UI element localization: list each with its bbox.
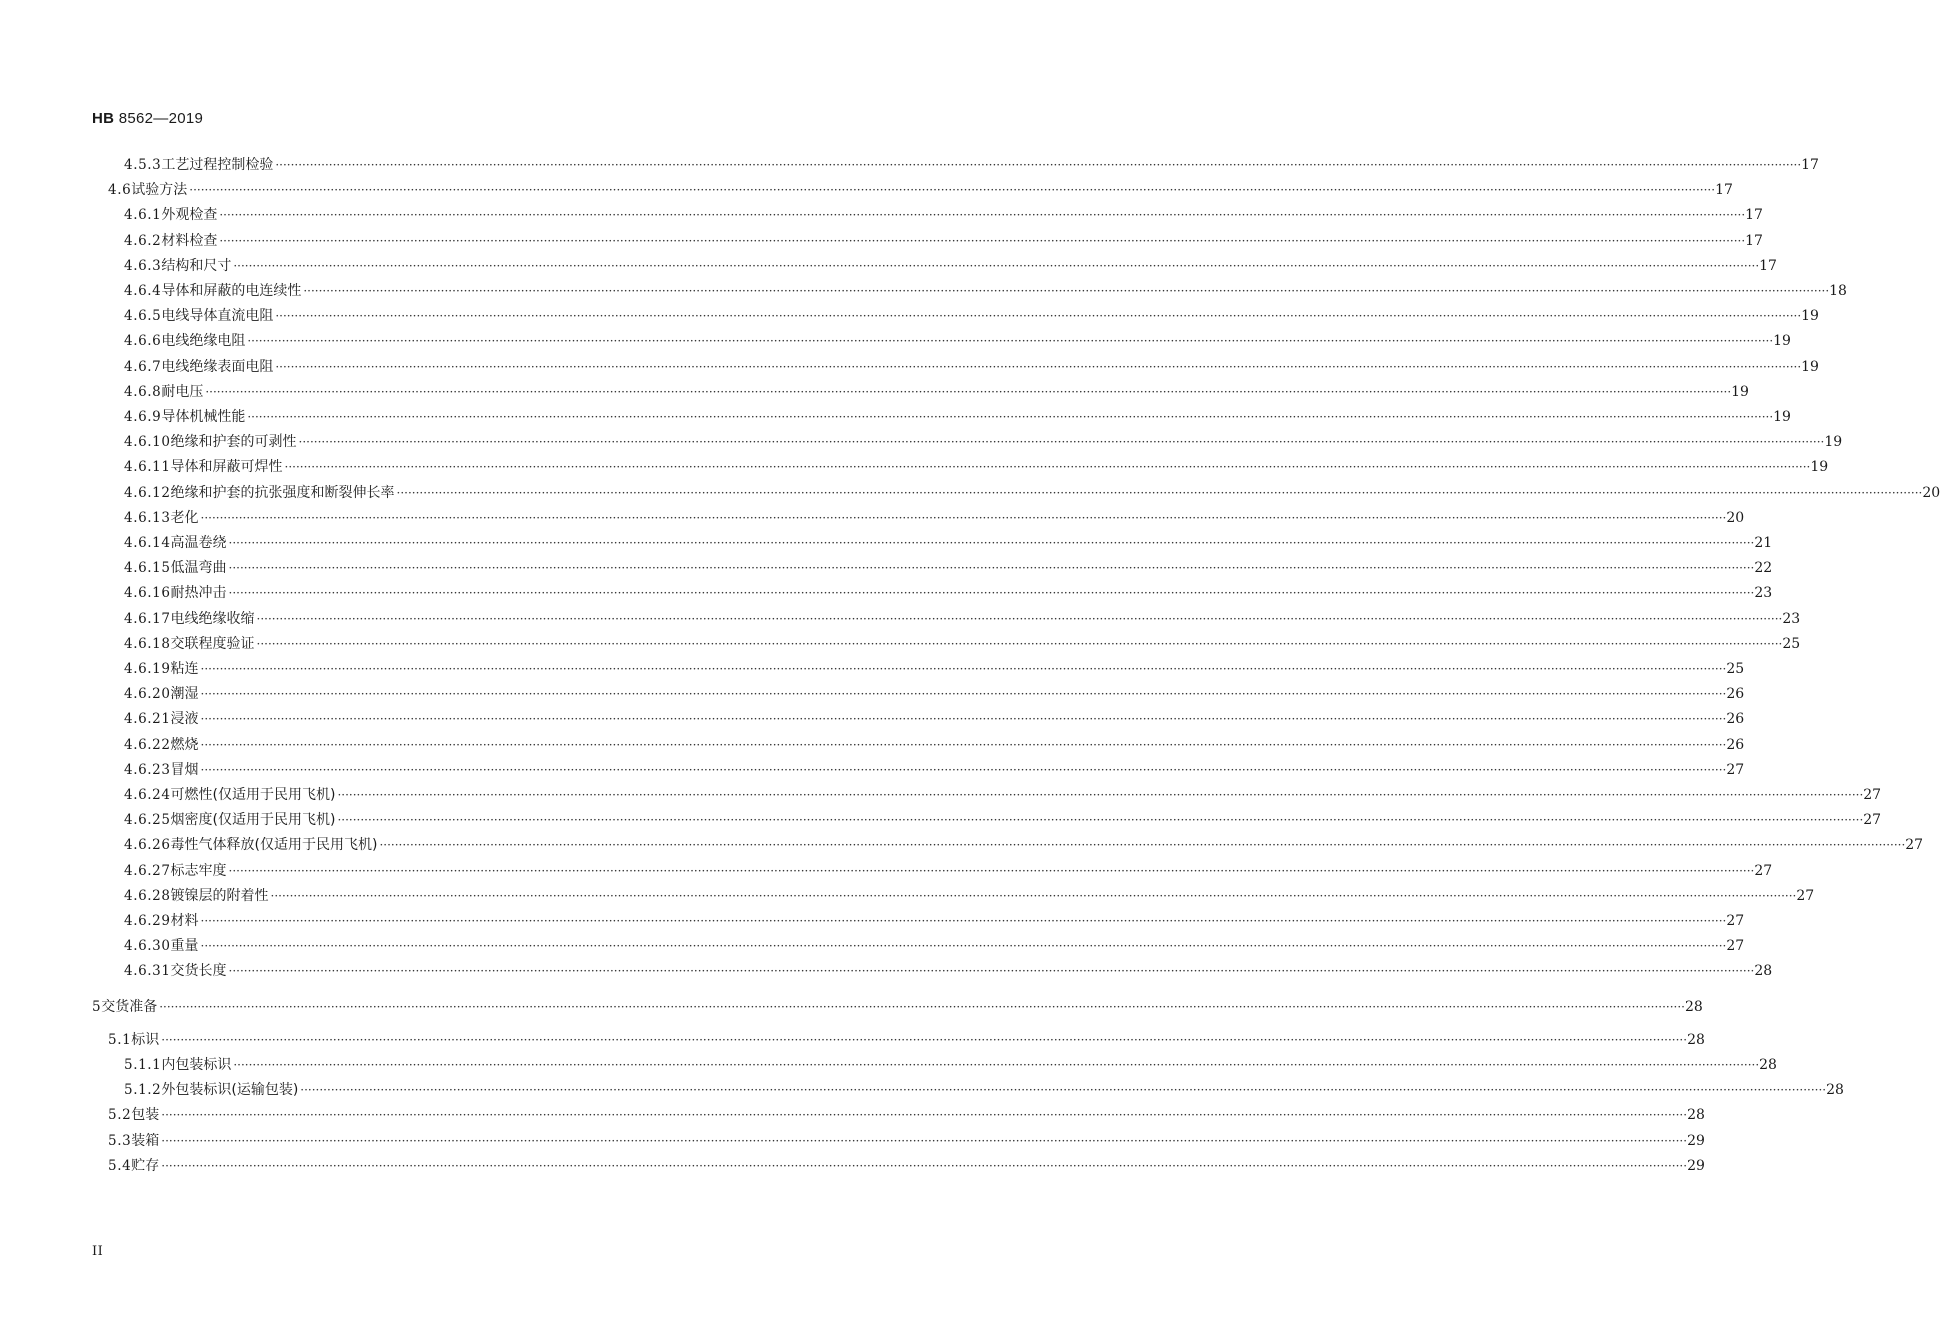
toc-entry-page: 17	[1801, 157, 1819, 173]
toc-entry-page: 19	[1773, 409, 1791, 425]
toc-dot-leader: ················································································································································································································································································································································································································	[228, 561, 1755, 576]
toc-entry[interactable]	[0, 406, 1791, 428]
toc-entry[interactable]	[0, 305, 1819, 327]
toc-entry[interactable]	[0, 532, 1773, 554]
toc-entry-page: 23	[1754, 585, 1773, 602]
toc-entry-title: 浸液	[170, 711, 199, 728]
toc-dot-leader: ················································································································································································································································································································································································································	[270, 888, 1797, 903]
toc-entry-page: 28	[1687, 1031, 1705, 1048]
toc-entry-number: 4.6.19	[124, 661, 171, 677]
toc-dot-leader: ················································································································································································································································································································································································································	[200, 737, 1727, 752]
toc-entry-page: 19	[1810, 459, 1829, 476]
toc-entry-page: 26	[1726, 736, 1745, 753]
page-number: II	[92, 1244, 104, 1259]
toc-entry-title: 镀镍层的附着性	[170, 887, 269, 904]
toc-entry-title: 交货长度	[170, 963, 227, 980]
toc-entry[interactable]	[0, 860, 1773, 882]
toc-dot-leader: ················································································································································································································································································································································································································	[228, 964, 1755, 979]
toc-dot-leader: ················································································································································································································································································································································································································	[228, 863, 1755, 878]
toc-entry-number: 5.4	[108, 1157, 132, 1174]
toc-entry[interactable]	[0, 482, 1940, 504]
toc-entry-title: 毒性气体释放(仅适用于民用飞机)	[170, 837, 378, 854]
toc-entry[interactable]	[0, 1104, 1705, 1126]
toc-entry-page: 28	[1684, 998, 1703, 1015]
toc-entry-page: 29	[1687, 1157, 1705, 1174]
toc-dot-leader: ················································································································································································································································································································································································································	[228, 536, 1755, 550]
toc-entry-page: 26	[1726, 711, 1745, 728]
toc-dot-leader: ················································································································································································································································································································································································································	[298, 435, 1825, 450]
toc-entry[interactable]	[0, 885, 1815, 907]
toc-entry-number: 4.6.8	[124, 383, 162, 400]
toc-entry[interactable]	[0, 608, 1801, 630]
toc-entry[interactable]	[0, 431, 1843, 453]
toc-entry-title: 包装	[131, 1107, 160, 1124]
toc-entry-title: 可燃性(仅适用于民用飞机)	[170, 787, 336, 803]
toc-entry[interactable]	[0, 683, 1745, 705]
toc-entry-page: 20	[1922, 484, 1940, 501]
toc-entry-page: 17	[1745, 207, 1763, 224]
toc-entry-number: 4.6.28	[124, 887, 171, 904]
toc-dot-leader: ················································································································································································································································································································································································································	[275, 158, 1802, 172]
toc-dot-leader: ················································································································································································································································································································································································································	[159, 999, 1685, 1014]
toc-dot-leader: ················································································································································································································································································································································································································	[200, 510, 1727, 525]
toc-entry[interactable]	[0, 255, 1777, 277]
toc-dot-leader: ················································································································································································································································································································································································································	[337, 813, 1864, 828]
toc-entry-number: 5.2	[108, 1107, 132, 1124]
toc-dot-leader: ················································································································································································································································································································································································································	[337, 788, 1864, 802]
toc-entry-title: 耐电压	[161, 383, 204, 400]
toc-entry-title: 燃烧	[170, 736, 199, 753]
toc-entry-page: 27	[1863, 812, 1882, 829]
toc-entry-page: 28	[1826, 1082, 1844, 1099]
toc-entry-number: 4.6.15	[124, 560, 171, 577]
toc-dot-leader: ················································································································································································································································································································································································································	[219, 208, 1746, 223]
toc-entry[interactable]	[0, 1130, 1705, 1152]
toc-entry-number: 4.6.7	[124, 358, 162, 375]
toc-entry[interactable]	[0, 784, 1882, 806]
toc-entry-number: 4.6.21	[124, 711, 171, 728]
toc-entry[interactable]	[0, 204, 1763, 226]
toc-entry-number: 4.6.20	[124, 686, 171, 703]
toc-dot-leader: ················································································································································································································································································································································································································	[219, 233, 1746, 248]
toc-entry[interactable]	[0, 809, 1882, 831]
toc-dot-leader: ················································································································································································································································································································································································································	[205, 384, 1732, 399]
toc-entry[interactable]	[0, 1054, 1777, 1076]
toc-entry-title: 装箱	[131, 1132, 160, 1149]
toc-entry-title: 导体和屏蔽的电连续性	[161, 283, 302, 299]
toc-entry-title: 重量	[170, 938, 199, 955]
toc-dot-leader: ················································································································································································································································································································································································································	[161, 1133, 1688, 1148]
toc-entry-number: 4.6.22	[124, 736, 171, 753]
toc-entry[interactable]	[0, 154, 1819, 176]
toc-entry-title: 电线绝缘电阻	[161, 333, 246, 350]
toc-entry[interactable]	[0, 381, 1749, 403]
toc-entry[interactable]	[0, 1155, 1705, 1177]
toc-entry-number: 4.6.4	[124, 283, 162, 299]
toc-dot-leader: ················································································································································································································································································································································································································	[379, 838, 1906, 853]
toc-entry-page: 25	[1782, 635, 1801, 652]
toc-entry-title: 绝缘和护套的抗张强度和断裂伸长率	[170, 484, 395, 501]
toc-entry-number: 4.6.13	[124, 509, 171, 526]
toc-dot-leader: ················································································································································································································································································································································································································	[300, 1083, 1827, 1098]
toc-entry[interactable]	[0, 1079, 1844, 1101]
toc-entry-number: 4.6.26	[124, 837, 171, 854]
toc-entry-page: 26	[1726, 686, 1745, 703]
toc-entry[interactable]	[0, 507, 1745, 529]
toc-entry-page: 22	[1754, 560, 1773, 577]
toc-entry-number: 4.6.25	[124, 812, 171, 829]
toc-entry-title: 冒烟	[170, 761, 199, 778]
toc-entry-title: 内包装标识	[161, 1057, 232, 1073]
toc-dot-leader: ················································································································································································································································································································································································································	[200, 712, 1727, 727]
toc-entry-page: 27	[1796, 887, 1815, 904]
toc-entry-number: 5.1.2	[124, 1082, 162, 1099]
toc-entry[interactable]	[0, 280, 1847, 302]
toc-entry-number: 4.6.29	[124, 913, 171, 929]
toc-entry[interactable]	[0, 456, 1829, 478]
toc-entry-number: 4.6.9	[124, 409, 162, 425]
toc-entry-number: 4.6.6	[124, 333, 162, 350]
toc-entry[interactable]	[0, 734, 1745, 756]
toc-entry-page: 21	[1754, 535, 1773, 551]
toc-entry-page: 28	[1687, 1107, 1705, 1124]
toc-entry[interactable]	[0, 356, 1819, 378]
toc-entry-page: 29	[1687, 1132, 1705, 1149]
toc-entry-page: 27	[1726, 913, 1745, 929]
toc-entry-title: 烟密度(仅适用于民用飞机)	[170, 812, 336, 829]
toc-entry-title: 工艺过程控制检验	[161, 157, 274, 173]
toc-entry-page: 28	[1754, 963, 1773, 980]
toc-entry-title: 高温卷绕	[170, 535, 227, 551]
toc-entry[interactable]	[0, 557, 1773, 579]
toc-entry[interactable]	[0, 633, 1801, 655]
toc-entry-number: 4.6.5	[124, 308, 162, 325]
toc-entry[interactable]	[0, 230, 1763, 252]
toc-entry-number: 4.6.31	[124, 963, 171, 980]
toc-entry-title: 耐热冲击	[170, 585, 227, 602]
toc-dot-leader: ················································································································································································································································································································································································································	[233, 258, 1760, 273]
toc-entry[interactable]	[0, 708, 1745, 730]
toc-dot-leader: ················································································································································································································································································································································································································	[200, 687, 1727, 702]
toc-dot-leader: ················································································································································································································································································································································································································	[256, 611, 1783, 626]
toc-entry[interactable]	[0, 996, 1703, 1018]
toc-entry[interactable]	[0, 960, 1773, 982]
toc-entry-title: 交货准备	[101, 998, 158, 1015]
toc-entry[interactable]	[0, 759, 1745, 781]
toc-dot-leader: ················································································································································································································································································································································································································	[200, 762, 1727, 777]
toc-entry-page: 27	[1754, 862, 1773, 879]
toc-entry-title: 贮存	[131, 1157, 160, 1174]
toc-entry-title: 导体和屏蔽可焊性	[170, 459, 283, 476]
toc-entry-title: 老化	[170, 509, 199, 526]
toc-dot-leader: ················································································································································································································································································································································································································	[200, 662, 1727, 676]
toc-entry-title: 导体机械性能	[161, 409, 246, 425]
toc-entry-title: 电线绝缘表面电阻	[161, 358, 274, 375]
toc-entry-page: 27	[1905, 837, 1924, 854]
toc-entry-number: 4.6.18	[124, 635, 171, 652]
toc-entry-page: 19	[1824, 434, 1843, 451]
toc-entry-page: 28	[1759, 1057, 1777, 1073]
toc-entry[interactable]	[0, 582, 1773, 604]
toc-entry-number: 4.6.24	[124, 787, 171, 803]
toc-entry-page: 27	[1726, 761, 1745, 778]
toc-entry-page: 17	[1745, 232, 1763, 249]
toc-entry-title: 潮湿	[170, 686, 199, 703]
toc-entry-page: 20	[1726, 509, 1745, 526]
toc-entry-number: 5.3	[108, 1132, 132, 1149]
toc-entry-number: 4.6.17	[124, 610, 171, 627]
toc-entry-title: 标志牢度	[170, 862, 227, 879]
toc-entry[interactable]	[0, 935, 1745, 957]
toc-entry-number: 4.6	[108, 182, 132, 199]
toc-dot-leader: ················································································································································································································································································································································································································	[200, 939, 1727, 954]
toc-dot-leader: ················································································································································································································································································································································································································	[161, 1108, 1688, 1123]
toc-entry-number: 5	[92, 998, 102, 1015]
toc-entry-number: 4.6.27	[124, 862, 171, 879]
toc-entry-title: 标识	[131, 1031, 160, 1048]
toc-entry-page: 17	[1759, 257, 1777, 274]
toc-dot-leader: ················································································································································································································································································································································································································	[233, 1058, 1760, 1072]
toc-entry-number: 4.6.14	[124, 535, 171, 551]
toc-entry-number: 5.1.1	[124, 1057, 162, 1073]
toc-entry-title: 电线绝缘收缩	[170, 610, 255, 627]
toc-entry-number: 4.6.11	[124, 459, 171, 476]
toc-dot-leader: ················································································································································································································································································································································································································	[284, 460, 1811, 475]
toc-dot-leader: ················································································································································································································································································································································································································	[161, 1158, 1688, 1173]
toc-entry-page: 18	[1829, 283, 1847, 299]
toc-entry-title: 材料	[170, 913, 199, 929]
toc-entry-number: 4.6.23	[124, 761, 171, 778]
toc-entry-title: 外包装标识(运输包装)	[161, 1082, 299, 1099]
toc-entry-number: 4.5.3	[124, 157, 162, 173]
toc-entry-title: 低温弯曲	[170, 560, 227, 577]
toc-dot-leader: ················································································································································································································································································································································································································	[396, 485, 1923, 500]
toc-entry-number: 4.6.10	[124, 434, 171, 451]
toc-entry-page: 19	[1731, 383, 1749, 400]
toc-entry-title: 粘连	[170, 661, 199, 677]
toc-entry-number: 4.6.30	[124, 938, 171, 955]
toc-entry-title: 绝缘和护套的可剥性	[170, 434, 297, 451]
toc-entry-number: 4.6.3	[124, 257, 162, 274]
toc-entry-number: 4.6.1	[124, 207, 162, 224]
toc-entry-number: 5.1	[108, 1031, 132, 1048]
toc-entry-number: 4.6.16	[124, 585, 171, 602]
toc-entry-number: 4.6.12	[124, 484, 171, 501]
toc-entry-page: 19	[1773, 333, 1791, 350]
toc-entry-page: 17	[1715, 182, 1733, 199]
toc-entry-page: 27	[1726, 938, 1745, 955]
toc-entry[interactable]	[0, 179, 1733, 201]
toc-entry[interactable]	[0, 658, 1745, 680]
toc-entry-title: 试验方法	[131, 182, 188, 199]
toc-entry[interactable]	[0, 834, 1924, 856]
standard-prefix: HB	[92, 110, 115, 127]
toc-dot-leader: ················································································································································································································································································································································································································	[247, 334, 1774, 349]
toc-entry[interactable]	[0, 910, 1745, 932]
standard-code: 8562—2019	[114, 110, 204, 127]
toc-entry-title: 材料检查	[161, 232, 218, 249]
toc-dot-leader: ················································································································································································································································································································································································································	[247, 410, 1774, 424]
toc-entry-page: 23	[1782, 610, 1801, 627]
toc-entry-title: 结构和尺寸	[161, 257, 232, 274]
toc-entry[interactable]	[0, 1029, 1705, 1051]
toc-dot-leader: ················································································································································································································································································································································································································	[228, 586, 1755, 601]
toc-entry-page: 25	[1726, 661, 1745, 677]
toc-dot-leader: ················································································································································································································································································································································································································	[200, 914, 1727, 928]
toc-entry-number: 4.6.2	[124, 232, 162, 249]
toc-dot-leader: ················································································································································································································································································································································································································	[256, 636, 1783, 651]
toc-entry-page: 19	[1801, 358, 1819, 375]
toc-entry-title: 电线导体直流电阻	[161, 308, 274, 325]
toc-dot-leader: ················································································································································································································································································································································································································	[189, 183, 1716, 198]
toc-entry-title: 交联程度验证	[170, 635, 255, 652]
toc-entry-page: 19	[1801, 308, 1819, 325]
toc-entry[interactable]	[0, 330, 1791, 352]
toc-dot-leader: ················································································································································································································································································································································································································	[303, 284, 1830, 298]
toc-entry-page: 27	[1863, 787, 1882, 803]
toc-dot-leader: ················································································································································································································································································································································································································	[275, 359, 1802, 374]
toc-entry-title: 外观检查	[161, 207, 218, 224]
toc-dot-leader: ················································································································································································································································································································································································································	[275, 309, 1802, 324]
toc-dot-leader: ················································································································································································································································································································································································································	[161, 1032, 1688, 1047]
